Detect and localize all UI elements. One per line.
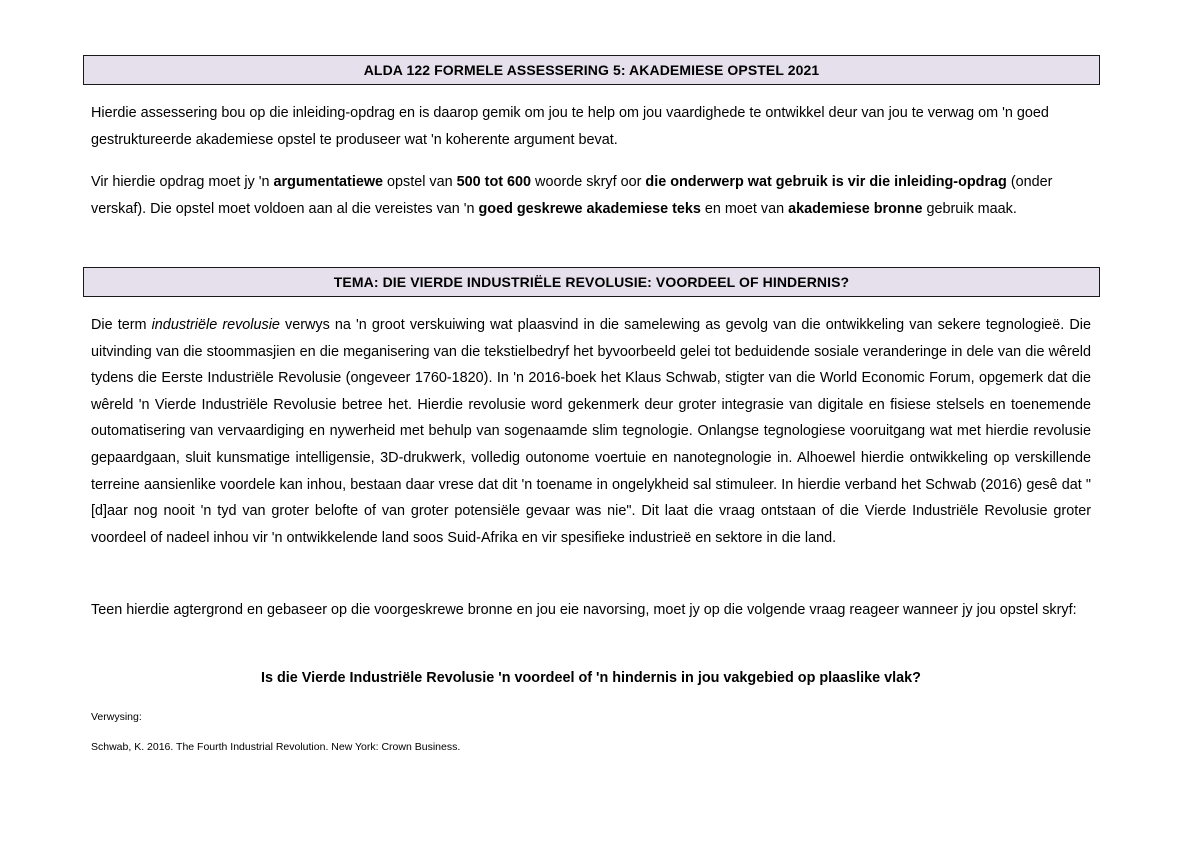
task-bold-academic-text: goed geskrewe akademiese teks bbox=[478, 200, 701, 217]
task-paragraph bbox=[91, 169, 1091, 222]
task-text-3: woorde skryf oor bbox=[531, 174, 646, 190]
theme-title: TEMA: DIE VIERDE INDUSTRIËLE REVOLUSIE: VOORDEEL OF HINDERNIS? bbox=[333, 274, 850, 290]
intro-paragraph: Hierdie assessering bou op die inleiding-opdrag en is daarop gemik om jou te help om jou vaardighede te ontwikkel deur van jou te verwag om 'n goed gestruktureerde akademiese opstel te produseer wat 'n koherente argument bevat. bbox=[91, 105, 1049, 148]
task-text-1: Vir hierdie opdrag moet jy 'n bbox=[91, 174, 274, 190]
task-bold-essay-type: argumentatiewe bbox=[273, 174, 384, 190]
task-text-5: en moet van bbox=[700, 200, 789, 217]
body-paragraph bbox=[91, 312, 1091, 551]
task-text-6: gebruik maak. bbox=[922, 200, 1017, 217]
task-text-2: opstel van bbox=[383, 174, 457, 190]
task-bold-word-count: 500 tot 600 bbox=[456, 174, 532, 190]
task-text-4: (onder verskaf). Die opstel moet voldoen aan al die vereistes van 'n bbox=[91, 174, 1053, 217]
body-text-2: verwys na 'n groot verskuiwing wat plaasvind in die samelewing as gevolg van die ontwikkeling van sekere tegnologieë. Die uitvinding van die stoommasjien en die meganisering van die tekstielbedryf het byvoorbeeld gelei tot beduidende sosiale veranderinge in dele van die wêreld tydens die Eerste Industriële Revolusie (ongeveer 1760-1820). In 'n 2016-boek het Klaus Schwab, stigter van die World Economic Forum, opgemerk dat die wêreld 'n Vierde Industriële Revolusie betree het. Hierdie revolusie word gekenmerk deur groter integrasie van digitale en fisiese stelsels en toenemende outomatisering van vervaardiging en nywerheid met behulp van sogenaamde slim tegnologie. Onlangse tegnologiese vooruitgang wat met hierdie revolusie gepaardgaan, sluit kunsmatige intelligensie, 3D-drukwerk, volledig outonome voertuie en nanotegnologie in. Alhoewel hierdie ontwikkeling op verskillende terreine aansienlike voordele kan inhou, bestaan daar vrese dat dit 'n toename in ongelykheid sal stimuleer. In hierdie verband het Schwab (2016) gesê dat "[d]aar nog nooit 'n tyd van groter belofte of van groter potensiële gevaar was nie". Dit laat die vraag ontstaan of die Vierde Industriële Revolusie groter voordeel of nadeel inhou vir 'n ontwikkelende land soos Suid-Afrika en vir spesifieke industrieë en sektore in die land. bbox=[91, 317, 1092, 546]
assessment-title-box bbox=[83, 55, 1100, 85]
body-italic-term: industriële revolusie bbox=[151, 317, 280, 333]
reference-entry: Schwab, K. 2016. The Fourth Industrial Revolution. New York: Crown Business. bbox=[91, 741, 461, 753]
essay-question: Is die Vierde Industriële Revolusie 'n voordeel of 'n hindernis in jou vakgebied op plaaslike vlak? bbox=[261, 670, 921, 686]
theme-title-box bbox=[83, 267, 1100, 297]
reference-label: Verwysing: bbox=[91, 711, 142, 723]
task-bold-sources: akademiese bronne bbox=[788, 200, 923, 217]
body-text-1: Die term bbox=[91, 317, 152, 333]
instruction-paragraph: Teen hierdie agtergrond en gebaseer op die voorgeskrewe bronne en jou eie navorsing, moet jy op die volgende vraag reageer wanneer jy jou opstel skryf: bbox=[91, 602, 1077, 618]
task-bold-topic: die onderwerp wat gebruik is vir die inleiding-opdrag bbox=[645, 174, 1007, 190]
assessment-title: ALDA 122 FORMELE ASSESSERING 5: AKADEMIESE OPSTEL 2021 bbox=[363, 62, 820, 78]
